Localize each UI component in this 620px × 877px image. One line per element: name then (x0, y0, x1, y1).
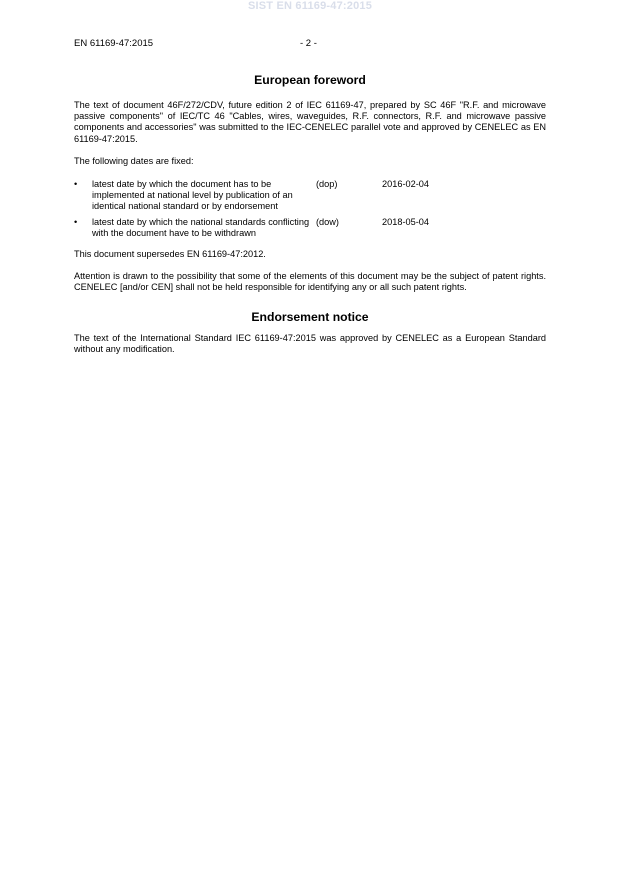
endorsement-title: Endorsement notice (251, 309, 369, 324)
date-description: latest date by which the document has to be implemented at national level by publication of an identical national standard or by endorsement (92, 179, 293, 212)
bullet: • (74, 179, 78, 190)
foreword-title: European foreword (254, 73, 366, 87)
date-description: latest date by which the national standards conflicting with the document have to be withdrawn (92, 216, 310, 238)
dates-list (74, 179, 546, 239)
supersedes-note: This document supersedes EN 61169-47:2012. (74, 249, 266, 260)
date-row (74, 217, 546, 239)
header-doc-number: EN 61169-47:2015 (74, 38, 154, 49)
patent-note: Attention is drawn to the possibility that some of the elements of this document may be the subject of patent rights. CENELEC [and/or CEN] shall not be held responsible for identifying any or all such patent rights. (74, 271, 546, 293)
page-header (74, 38, 546, 52)
watermark: SIST EN 61169-47:2015 (247, 0, 373, 12)
header-page-number: - 2 - (300, 38, 317, 49)
date-row (74, 179, 546, 213)
endorsement-text: The text of the International Standard IEC 61169-47:2015 was approved by CENELEC as a European Standard without any modification. (74, 332, 546, 354)
document-body (74, 72, 546, 355)
date-code: (dop) (316, 179, 338, 190)
dates-intro: The following dates are fixed: (74, 155, 194, 166)
foreword-intro: The text of document 46F/272/CDV, future edition 2 of IEC 61169-47, prepared by SC 46F "R.F. and microwave passive components" of IEC/TC 46 "Cables, wires, waveguides, R.F. connectors, R.F. and microwave passive components and accessories" was submitted to the IEC-CENELEC parallel vote and approved by CENELEC as EN 61169-47:2015. (74, 100, 546, 144)
bullet: • (74, 216, 78, 227)
date-code: (dow) (316, 216, 339, 227)
date-value: 2018-05-04 (382, 216, 429, 227)
date-value: 2016-02-04 (382, 179, 429, 190)
